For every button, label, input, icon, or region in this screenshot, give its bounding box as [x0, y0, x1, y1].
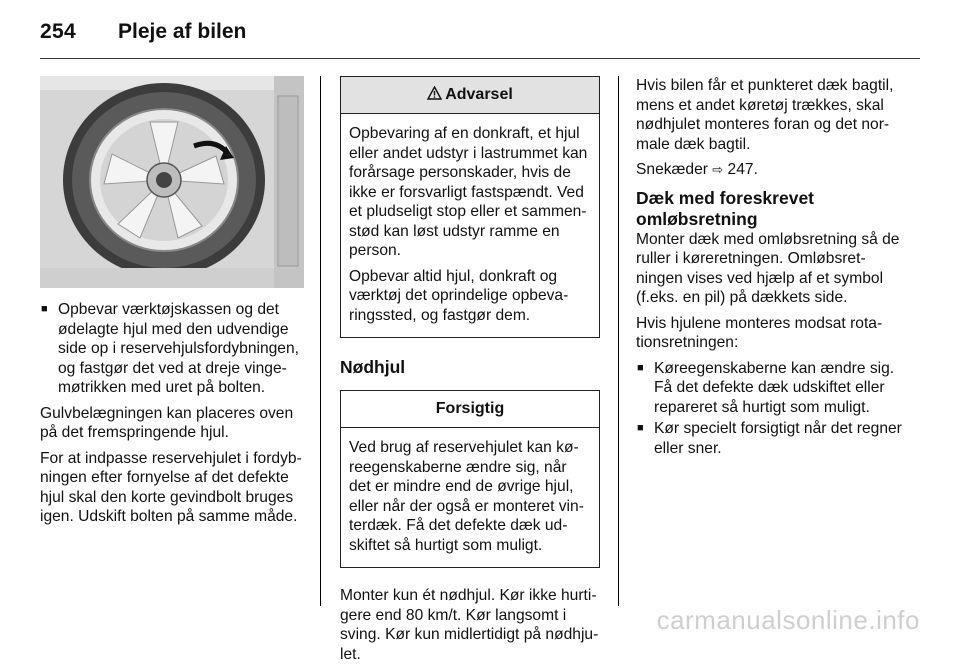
paragraph: Monter dæk med omløbsretning så de ruller i køreretningen. Omløbsretningen vises ved hjælp af et symbol (f.eks. en pil) på dækkets side. [636, 230, 900, 306]
warning-body [341, 114, 599, 337]
caution-box [340, 390, 600, 568]
cross-reference[interactable] [636, 160, 906, 180]
page-header [40, 18, 920, 58]
paragraph: For at indpasse reservehjulet i fordybningen efter fornyelse af det defekte hjul skal den korte gevindbolt bruges igen. Udskift bolten på samme måde. [40, 449, 302, 525]
warning-header [341, 77, 599, 114]
paragraph: Opbevaring af en donkraft, et hjul eller andet udstyr i lastrummet kan forårsage personskader, hvis de ikke er forsvarligt fastspændt. Ved et pludseligt stop eller et sammenstød kan løst udstyr ramme en person. [349, 125, 588, 259]
paragraph: Hvis bilen får et punkteret dæk bagtil, mens et andet køretøj trækkes, skal nødhjulet monteres foran og det normale dæk bagtil. [636, 77, 894, 153]
column-left [40, 76, 304, 533]
header-rule [40, 58, 920, 59]
paragraph: Gulvbelægningen kan placeres oven på det fremspringende hjul. [40, 404, 294, 441]
subsection-title: Dæk med foreskrevet omløbsretning [636, 187, 814, 229]
list-item: ■ Køreegenskaberne kan ændre sig. Få det defekte dæk udskiftet eller repareret så hurtigt som muligt. [636, 359, 906, 418]
page-number: 254 [40, 20, 76, 43]
arrow-right-icon: ⇨ [712, 162, 724, 177]
spare-wheel-illustration [40, 76, 304, 288]
bullet-list [40, 300, 304, 398]
warning-box [340, 76, 600, 338]
xref-label: Snekæder [636, 161, 708, 178]
list-item: ■ Opbevar værktøjskassen og det ødelagte hjul med den udvendige side op i reservehjulsfordybningen, og fastgør det ved at dreje vingemøtrikken med uret på bolten. [40, 300, 304, 398]
bullet-list [636, 359, 906, 459]
paragraph: Monter kun ét nødhjul. Kør ikke hurtigere end 80 km/t. Kør langsomt i sving. Kør kun midlertidigt på nødhjulet. [340, 587, 599, 663]
caution-body [341, 428, 599, 567]
paragraph: Hvis hjulene monteres modsat rotationsretningen: [636, 314, 883, 351]
caution-header: Forsigtig [341, 391, 599, 428]
column-right [636, 76, 906, 464]
paragraph: Ved brug af reservehjulet kan køreegenskaberne ændre sig, når det er mindre end de øvrige hjul, eller når der også er monteret vinterdæk. Få det defekte dæk udskiftet så hurtigt som muligt. [349, 439, 584, 554]
list-item: ■ Kør specielt forsigtigt når det regner eller sner. [636, 419, 906, 458]
spare-wheel-photo [40, 76, 304, 288]
warning-title: Advarsel [445, 86, 513, 103]
column-divider-left [320, 76, 321, 606]
section-title: Nødhjul [340, 357, 406, 377]
xref-page[interactable]: 247. [727, 161, 758, 178]
warning-triangle-icon [427, 77, 442, 113]
column-divider-right [618, 76, 619, 606]
paragraph: Opbevar altid hjul, donkraft og værktøj det oprindelige opbevaringssted, og fastgør dem. [349, 267, 569, 324]
column-middle [340, 76, 600, 670]
chapter-title: Pleje af bilen [118, 20, 247, 43]
watermark: carmanualsonline.info [656, 605, 920, 635]
